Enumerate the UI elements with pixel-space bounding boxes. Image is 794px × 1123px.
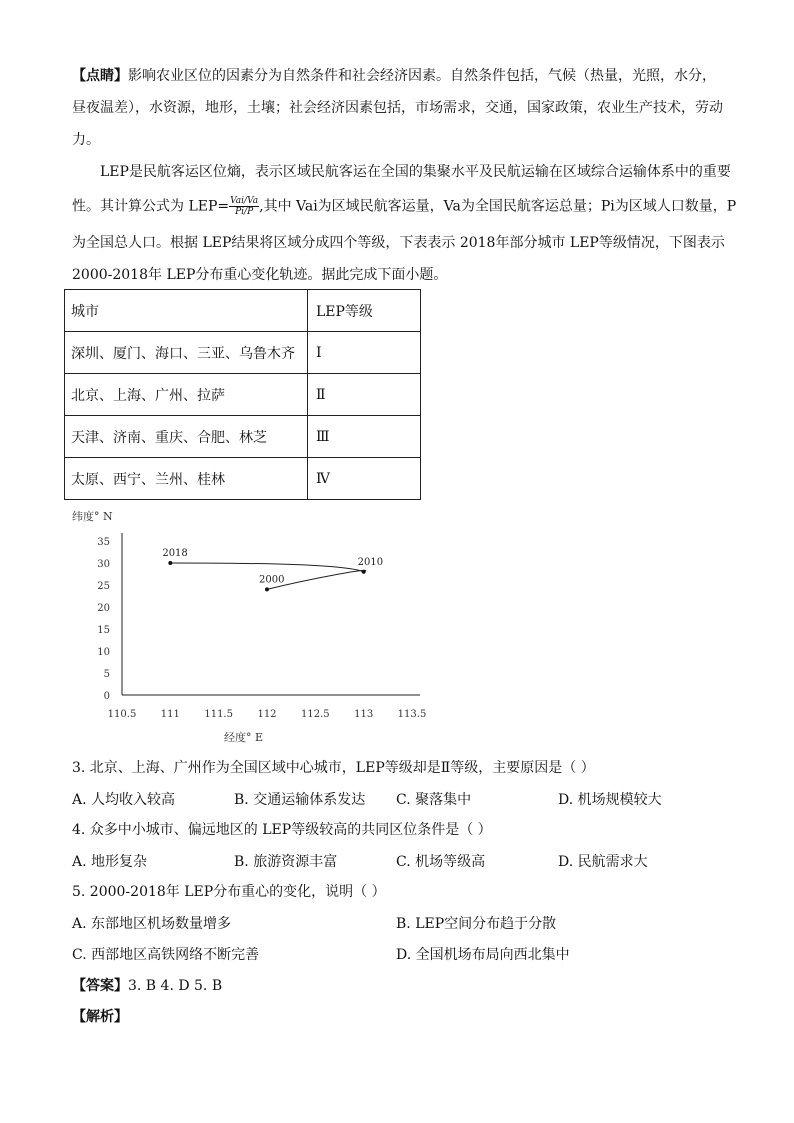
- y-tick-label: 25: [97, 581, 110, 592]
- cell-cities: 天津、济南、重庆、合肥、林芝: [65, 416, 308, 458]
- passage-line-4: 2000-2018年 LEP分布重心变化轨迹。据此完成下面小题。: [72, 267, 448, 283]
- question-4-option-c: C. 机场等级高: [396, 854, 486, 870]
- question-4-stem: 4. 众多中小城市、偏远地区的 LEP等级较高的共同区位条件是（ ）: [72, 822, 492, 838]
- answer-text: 3. B 4. D 5. B: [128, 978, 223, 994]
- y-tick-label: 35: [97, 537, 110, 548]
- header-grade: LEP等级: [308, 290, 421, 332]
- question-3-stem: 3. 北京、上海、广州作为全国区域中心城市，LEP等级却是Ⅱ等级，主要原因是（ ）: [72, 760, 595, 776]
- lep-centroid-chart: [60, 505, 440, 745]
- intro-line-1: 【点睛】影响农业区位的因素分为自然条件和社会经济因素。自然条件包括，气候（热量，光照，水分，: [72, 68, 716, 84]
- passage-line-2: 性。其计算公式为 LEP= $\frac{\text{Vai/Va}}{Pi/P}$ ,其中 Vai为区域民航客运量，Va为全国民航客运总量；Pi为区域人口数量，P: [72, 196, 737, 217]
- x-tick-label: 112: [257, 709, 277, 720]
- lep-grade-table: [64, 289, 421, 500]
- y-tick-label: 10: [97, 647, 110, 658]
- passage-line-1: LEP是民航客运区位熵，表示区域民航客运在全国的集聚水平及民航运输在区域综合运输体系中的重要: [100, 164, 731, 180]
- x-tick-label: 113: [354, 709, 374, 720]
- table-row: [65, 416, 421, 458]
- y-tick-label: 0: [103, 691, 110, 702]
- data-label-2018: 2018: [162, 548, 188, 559]
- data-point-2000: [265, 587, 269, 591]
- x-axis-label: 经度° E: [224, 731, 264, 744]
- tip-tag: 【点睛】: [72, 68, 128, 84]
- table-header-row: [65, 290, 421, 332]
- table-row: [65, 374, 421, 416]
- table-row: [65, 458, 421, 500]
- question-5-option-c: C. 西部地区高铁网络不断完善: [72, 947, 260, 963]
- y-axis-label: 纬度° N: [72, 510, 113, 523]
- chart-plot: [97, 533, 426, 720]
- y-tick-label: 20: [97, 603, 110, 614]
- question-5-option-b: B. LEP空间分布趋于分散: [396, 916, 557, 932]
- lep-formula: $\frac{\text{Vai/Va}}{Pi/P}$: [230, 196, 259, 217]
- analysis-tag: 【解析】: [72, 1009, 128, 1025]
- data-label-2010: 2010: [357, 556, 384, 568]
- y-tick-label: 5: [103, 669, 110, 680]
- cell-grade: Ⅲ: [308, 416, 421, 458]
- question-4-option-b: B. 旅游资源丰富: [234, 854, 338, 870]
- intro-line-2: 昼夜温差），水资源，地形，土壤；社会经济因素包括，市场需求，交通，国家政策，农业生产技术，劳动: [72, 100, 723, 116]
- cell-cities: 深圳、厦门、海口、三亚、乌鲁木齐: [65, 332, 308, 374]
- question-3-option-b: B. 交通运输体系发达: [234, 792, 366, 808]
- cell-grade: Ⅱ: [308, 374, 421, 416]
- x-tick-label: 111: [160, 709, 180, 720]
- cell-grade: Ⅰ: [308, 332, 421, 374]
- x-tick-label: 111.5: [204, 709, 233, 720]
- header-city: 城市: [65, 290, 308, 332]
- question-3-option-a: A. 人均收入较高: [72, 792, 176, 808]
- data-point-2010: [362, 570, 366, 574]
- question-5-option-d: D. 全国机场布局向西北集中: [396, 947, 570, 963]
- y-tick-label: 30: [97, 559, 110, 570]
- x-tick-label: 110.5: [107, 709, 137, 720]
- answer-line: [72, 976, 222, 996]
- question-3-option-c: C. 聚落集中: [396, 792, 472, 808]
- data-point-2018: [168, 561, 172, 565]
- question-5-option-a: A. 东部地区机场数量增多: [72, 916, 232, 932]
- table-row: [65, 332, 421, 374]
- question-4-option-d: D. 民航需求大: [558, 854, 648, 870]
- cell-cities: 太原、西宁、兰州、桂林: [65, 458, 308, 500]
- cell-cities: 北京、上海、广州、拉萨: [65, 374, 308, 416]
- x-tick-label: 113.5: [397, 709, 427, 720]
- answer-tag: 【答案】: [72, 978, 128, 994]
- passage-line-3: 为全国总人口。根据 LEP结果将区域分成四个等级，下表表示 2018年部分城市 LEP等级情况，下图表示: [72, 235, 725, 251]
- cell-grade: Ⅳ: [308, 458, 421, 500]
- question-5-stem: 5. 2000-2018年 LEP分布重心的变化，说明（ ）: [72, 884, 386, 900]
- intro-line-3: 力。: [72, 132, 100, 148]
- data-label-2000: 2000: [259, 574, 285, 586]
- question-3-option-d: D. 机场规模较大: [558, 792, 662, 808]
- y-tick-label: 15: [97, 625, 110, 636]
- x-tick-label: 112.5: [301, 709, 330, 720]
- question-4-option-a: A. 地形复杂: [72, 854, 148, 870]
